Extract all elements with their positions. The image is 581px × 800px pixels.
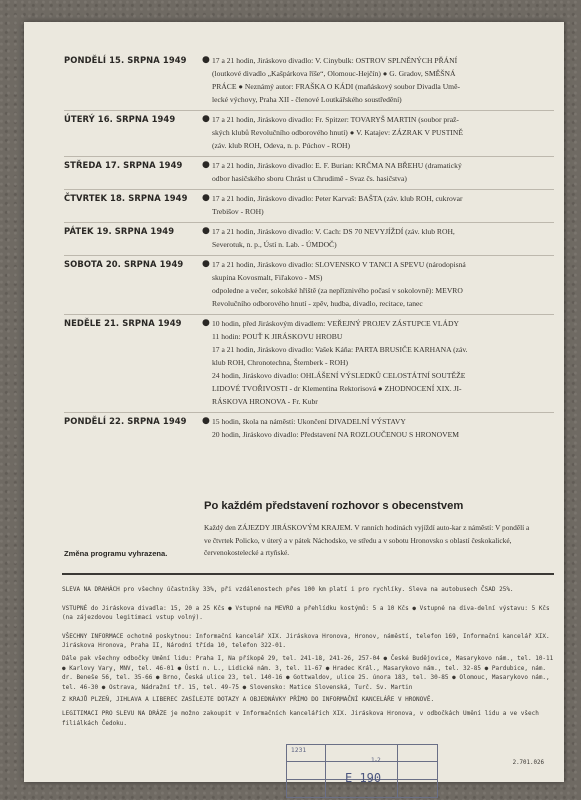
info-paragraph: SLEVA NA DRAHÁCH pro všechny účastníky 33%, při vzdálenostech přes 100 km platí i pro rychlíky. Sleva na autobusech ČSAD 25%.	[62, 586, 514, 593]
event-line: odpoledne a večer, sokolské hřiště (za nepříznivého počasí v sokolovně): MEVRO	[212, 286, 463, 295]
info-paragraph: VŠECHNY INFORMACE ochotně poskytnou: Informační kancelář XIX. Jiráskova Hronova, Hronov, náměstí, telefon 169, Informační kancelář XIX. Jiráskova Hronova, Praha II, Národní třída 10, telefon 322-01.	[62, 632, 550, 650]
bullet-icon: ●	[202, 318, 210, 328]
schedule-day	[64, 256, 554, 315]
event-line: RÁSKOVA HRONOVA - Fr. Kubr	[212, 397, 318, 406]
event-line: 17 a 21 hodin, Jiráskovo divadlo: V. Cach: DS 70 NEVYJÍŽDÍ (záv. klub ROH,	[212, 227, 455, 236]
paper-sheet	[24, 22, 564, 785]
info-section	[62, 585, 554, 737]
stamp-number: 1231	[291, 747, 307, 754]
event-line: PRÁCE ● Neznámý autor: FRAŠKA O KÁDI (maňáskový soubor Divadla Umě-	[212, 82, 460, 91]
event-line: 24 hodin, Jiráskovo divadlo: OHLÁŠENÍ VÝSLEDKŮ CELOSTÁTNÍ SOUTĚŽE	[212, 371, 466, 380]
info-paragraph: Z KRAJŮ PLZEŇ, JIHLAVA A LIBEREC ZASÍLEJTE DOTAZY A OBJEDNÁVKY PŘÍMO DO INFORMAČNÍ KANCELÁŘE V HRONOVĚ.	[62, 696, 435, 704]
event-line: 15 hodin, škola na náměstí: Ukončení DIVADELNÍ VÝSTAVY	[212, 417, 406, 426]
schedule-day	[64, 315, 554, 413]
day-label: ÚTERÝ 16. SRPNA 1949	[64, 114, 176, 124]
schedule-day	[64, 223, 554, 256]
event-line: ských klubů Revolučního odborového hnutí) ● V. Katajev: ZÁZRAK V PUSTINĚ	[212, 128, 464, 137]
day-label: NEDĚLE 21. SRPNA 1949	[64, 318, 182, 328]
event-line: Trebišov - ROH)	[212, 207, 264, 216]
day-label: PONDĚLÍ 22. SRPNA 1949	[64, 416, 187, 426]
day-events	[212, 415, 554, 441]
event-line: 20 hodin, Jiráskovo divadlo: Představení NA ROZLOUČENOU S HRONOVEM	[212, 430, 459, 439]
program-change-note: Změna programu vyhrazena.	[64, 549, 168, 558]
day-events	[212, 192, 554, 218]
event-line: klub ROH, Chronotechna, Šternberk - ROH)	[212, 358, 349, 367]
stamp-code: E 190	[345, 771, 382, 785]
event-line: skupina Kovosmalt, Fiľakovo - MS)	[212, 273, 323, 282]
event-line: Revolučního odborového hnutí - zpěv, hudba, divadlo, recitace, tanec	[212, 299, 423, 308]
bullet-icon: ●	[202, 259, 210, 269]
schedule-day	[64, 157, 554, 190]
day-events	[212, 317, 554, 408]
schedule-day	[64, 111, 554, 157]
day-label: STŘEDA 17. SRPNA 1949	[64, 160, 183, 170]
program-schedule	[64, 52, 554, 445]
info-paragraph: LEGITIMACI PRO SLEVU NA DRÁZE je možno zakoupit v Informačních kancelářích XIX. Jiráskova Hronova, v odbočkách Umění lidu a ve všech filiálkách Čedoku.	[62, 709, 539, 727]
bullet-icon: ●	[202, 160, 210, 170]
day-label: SOBOTA 20. SRPNA 1949	[64, 259, 184, 269]
event-line: lecké výchovy, Praha XII - členové Loutkářského soustředění)	[212, 95, 402, 104]
closing-heading: Po každém představení rozhovor s obecenstvem	[204, 500, 464, 512]
day-label: PÁTEK 19. SRPNA 1949	[64, 226, 175, 236]
schedule-day	[64, 413, 554, 445]
event-line: 17 a 21 hodin, Jiráskovo divadlo: Peter Karvaš: BAŠTA (záv. klub ROH, cukrovar	[212, 194, 463, 203]
day-events	[212, 113, 554, 152]
day-label: PONDĚLÍ 15. SRPNA 1949	[64, 55, 187, 65]
event-line: 17 a 21 hodin, Jiráskovo divadlo: Vašek Káňa: PARTA BRUSIČE KARHANA (záv.	[212, 345, 468, 354]
event-line: 17 a 21 hodin, Jiráskovo divadlo: E. F. Burian: KRČMA NA BŘEHU (dramatický	[212, 161, 462, 170]
schedule-day	[64, 52, 554, 111]
day-events	[212, 54, 554, 106]
event-line: Severotuk, n. p., Ústí n. Lab. - ÚMDOČ)	[212, 240, 337, 249]
event-line: 17 a 21 hodin, Jiráskovo divadlo: V. Cinybulk: OSTROV SPLNĚNÝCH PŘÁNÍ	[212, 56, 458, 65]
event-line: 17 a 21 hodin, Jiráskovo divadlo: SLOVENSKO V TANCI A SPEVU (národopisná	[212, 260, 466, 269]
event-line: 11 hodin: POUŤ K JIRÁSKOVU HROBU	[212, 332, 343, 341]
bullet-icon: ●	[202, 114, 210, 124]
bullet-icon: ●	[202, 416, 210, 426]
day-events	[212, 258, 554, 310]
info-paragraph: Dále pak všechny odbočky Umění lidu: Praha I, Na příkopě 29, tel. 241-18, 241-26, 257-04 ● České Budějovice, Masarykovo nám., tel. 10-11 ● Karlovy Vary, MNV, tel. 46-01 ● Ústí n. L., Lidické nám. 3, tel. 11-67 ● Hradec Král., Masarykovo nám., tel. 32-85 ● Pardubice, nám. dr. Beneše 56, tel. 35-66 ● Brno, Česká ulice 23, tel. 140-16 ● Gottwaldov, ulice 25. února 183, tel. 30-85 ● Olomouc, Masarykovo nám., tel. 46-30 ● Ostrava, Nádražní tř. 15, tel. 49-75 ● Slovensko: Matice Slovenská, Turč. Sv. Martin	[62, 654, 554, 691]
schedule-day	[64, 190, 554, 223]
divider	[62, 573, 554, 575]
day-label: ČTVRTEK 18. SRPNA 1949	[64, 193, 188, 203]
bullet-icon: ●	[202, 193, 210, 203]
event-line: 17 a 21 hodin, Jiráskovo divadlo: Fr. Spitzer: TOVARYŠ MARTIN (soubor praž-	[212, 115, 459, 124]
event-line: (záv. klub ROH, Odeva, n. p. Púchov - ROH)	[212, 141, 351, 150]
archive-stamp	[286, 744, 438, 798]
document-code: 2.701.026	[512, 760, 544, 766]
bullet-icon: ●	[202, 55, 210, 65]
event-line: 10 hodin, před Jiráskovým divadlem: VEŘEJNÝ PROJEV ZÁSTUPCE VLÁDY	[212, 319, 460, 328]
info-paragraph: VSTUPNÉ do Jiráskova divadla: 15, 20 a 25 Kčs ● Vstupné na MEVRO a přehlídku kostýmů: 5 a 10 Kčs ● Vstupné na diva-delní výstavu: 5 Kčs (na zájezdovou legitimaci vstup volný).	[62, 604, 550, 622]
bullet-icon: ●	[202, 226, 210, 236]
day-events	[212, 159, 554, 185]
stamp-range: 1-2	[371, 757, 381, 764]
event-line: LIDOVÉ TVOŘIVOSTI - dr Klementina Rektorisová ● ZHODNOCENÍ XIX. JI-	[212, 384, 462, 393]
event-line: (loutkové divadlo „Kašpárkova říše“, Olomouc-Hejčín) ● G. Gradov, SMĚŠNÁ	[212, 69, 456, 78]
event-line: odbor hasičského sboru Chrást u Chrudimě - Svaz čs. hasičstva)	[212, 174, 407, 183]
excursion-note: Každý den ZÁJEZDY JIRÁSKOVÝM KRAJEM. V ranních hodinách vyjíždí auto-kar z náměstí: V pondělí a ve čtvrtek Policko, v úterý a v pátek Náchodsko, ve středu a v sobotu Hronovsko s oblastí českokalické, červenokostelecké a rtyňské.	[204, 523, 530, 557]
day-events	[212, 225, 554, 251]
